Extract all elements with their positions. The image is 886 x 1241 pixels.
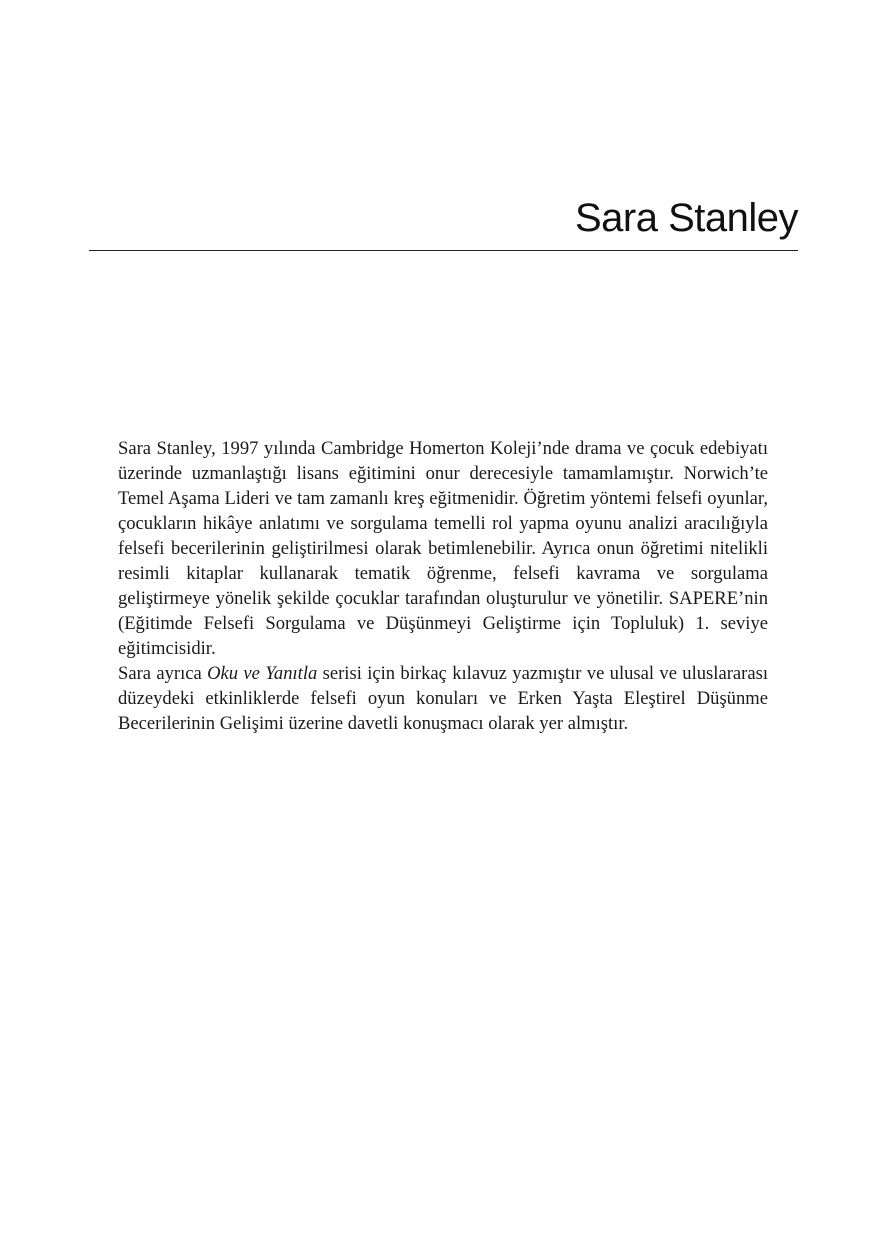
paragraph-2-text-start: Sara ayrıca xyxy=(118,663,208,684)
biography-paragraph-1: Sara Stanley, 1997 yılında Cambridge Homerton Koleji’nde drama ve çocuk edebiyatı üzerinde uzmanlaştığı lisans eğitimini onur derecesiyle tamamlamıştır. Norwich’te Temel Aşama Lideri ve tam zamanlı kreş eğitmenidir. Öğretim yöntemi felsefi oyunlar, çocukların hikâye anlatımı ve sorgulama temelli rol yapma oyunu analizi aracılığıyla felsefi becerilerinin geliştirilmesi olarak betimlenebilir. Ayrıca onun öğretimi nitelikli resimli kitaplar kullanarak tematik öğrenme, felsefi kavrama ve sorgulama geliştirmeye yönelik şekilde çocuklar tarafından oluşturulur ve yönetilir. SAPERE’nin (Eğitimde Felsefi Sorgulama ve Düşünmeyi Geliştirme için Topluluk) 1. seviye eğitimcisidir. xyxy=(118,438,768,659)
biography-paragraph-2 xyxy=(118,661,768,736)
paragraph-2-text-end: serisi için birkaç kılavuz yazmıştır ve ulusal ve uluslararası düzeydeki etkinliklerde felsefi oyun konuları ve Erken Yaşta Eleştirel Düşünme Becerilerinin Gelişimi üzerine davetli konuşmacı olarak yer almıştır. xyxy=(118,663,769,734)
biography-text xyxy=(118,436,768,736)
title-divider xyxy=(89,250,798,251)
series-title: Oku ve Yanıtla xyxy=(207,663,318,684)
page-title: Sara Stanley xyxy=(574,196,798,240)
